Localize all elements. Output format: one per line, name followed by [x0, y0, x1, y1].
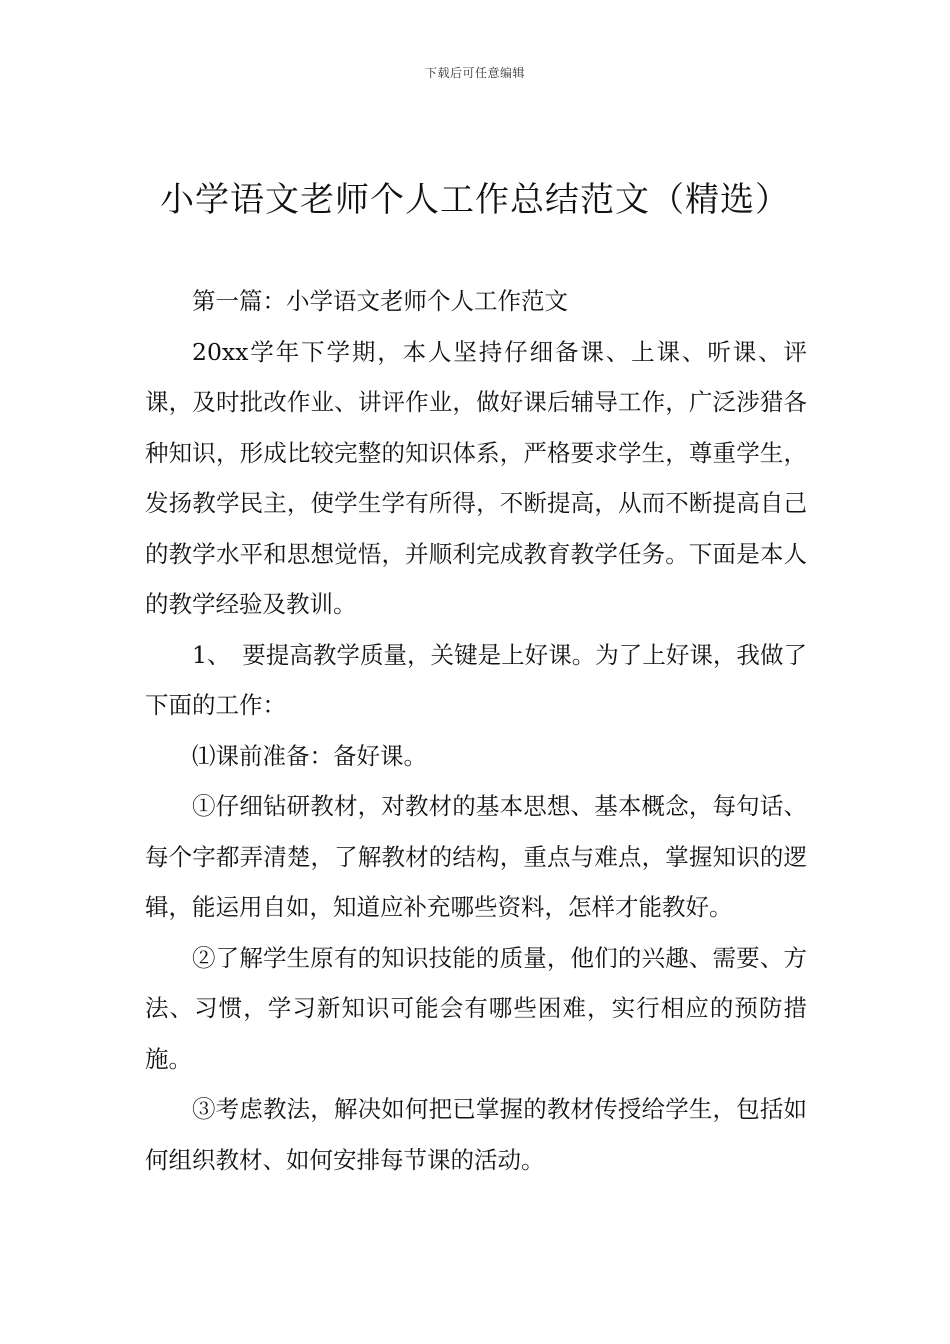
paragraph-point-1: 1、 要提高教学质量，关键是上好课。为了上好课，我做了下面的工作：	[145, 640, 807, 719]
paragraph-intro: 20xx学年下学期，本人坚持仔细备课、上课、听课、评课，及时批改作业、讲评作业，做好课后辅导工作，广泛涉猎各种知识，形成比较完整的知识体系，严格要求学生，尊重学生，发扬教学民主，使学生学有所得，不断提高，从而不断提高自己的教学水平和思想觉悟，并顺利完成教育教学任务。下面是本人的教学经验及教训。	[145, 337, 807, 618]
paragraph-item-3: ③考虑教法，解决如何把已掌握的教材传授给学生，包括如何组织教材、如何安排每节课的活动。	[145, 1095, 807, 1174]
header-note: 下载后可任意编辑	[424, 66, 525, 80]
document-body	[145, 276, 807, 1185]
paragraph-subpoint-1: ⑴课前准备：备好课。	[192, 741, 427, 770]
section-heading: 第一篇：小学语文老师个人工作范文	[192, 287, 568, 315]
document-title: 小学语文老师个人工作总结范文（精选）	[160, 180, 790, 220]
paragraph-item-1: ①仔细钻研教材，对教材的基本思想、基本概念，每句话、每个字都弄清楚，了解教材的结构，重点与难点，掌握知识的逻辑，能运用自如，知道应补充哪些资料，怎样才能教好。	[145, 792, 807, 921]
paragraph-item-2: ②了解学生原有的知识技能的质量，他们的兴趣、需要、方法、习惯，学习新知识可能会有哪些困难，实行相应的预防措施。	[145, 943, 807, 1073]
